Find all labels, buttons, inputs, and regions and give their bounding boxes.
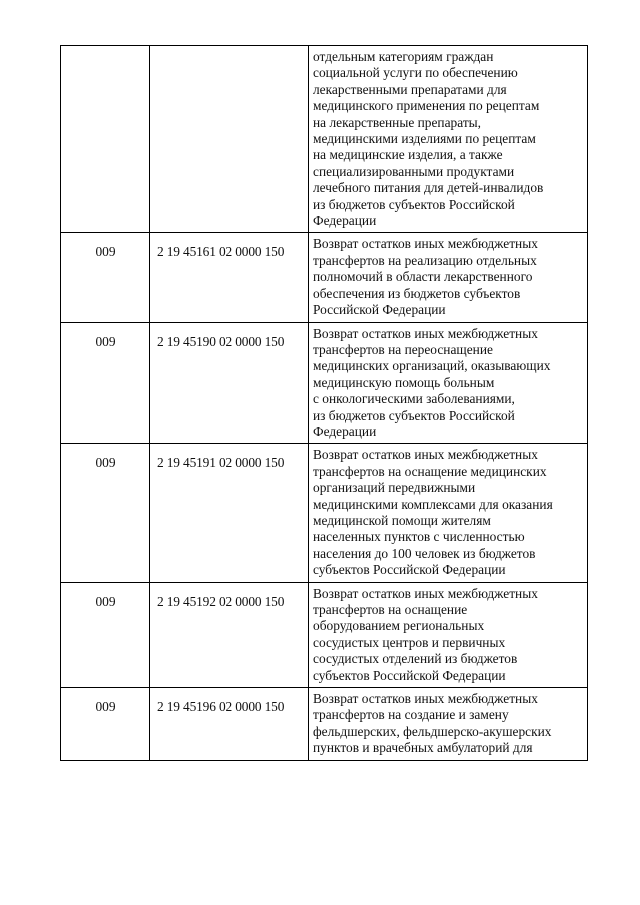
- budget-classification-code-cell: 2 19 45196 02 0000 150: [150, 688, 309, 761]
- description-line: социальной услуги по обеспечению: [313, 65, 518, 81]
- budget-classification-code-cell: 2 19 45161 02 0000 150: [150, 233, 309, 322]
- description-line: трансфертов на реализацию отдельных: [313, 252, 537, 268]
- table-row: [61, 46, 588, 233]
- budget-classification-code-cell: 2 19 45191 02 0000 150: [150, 444, 309, 582]
- description-line: Возврат остатков иных межбюджетных: [313, 236, 538, 252]
- description-line: на лекарственные препараты,: [313, 114, 482, 130]
- budget-classification-code-cell: 2 19 45192 02 0000 150: [150, 582, 309, 687]
- description-line: организаций передвижными: [313, 480, 476, 496]
- admin-code-cell: 009: [61, 688, 150, 761]
- description-line: Российской Федерации: [313, 302, 446, 318]
- description-line: лечебного питания для детей-инвалидов: [313, 180, 544, 196]
- table-body: [61, 46, 588, 761]
- description-line: отдельным категориям граждан: [313, 49, 494, 64]
- revenue-description-cell: [309, 444, 588, 582]
- description-line: медицинской помощи жителям: [313, 512, 491, 528]
- budget-classification-code-cell: [150, 46, 309, 233]
- revenue-description-cell: [309, 582, 588, 687]
- description-line: населенных пунктов с численностью: [313, 529, 525, 545]
- table-row: [61, 582, 588, 687]
- revenue-description-cell: [309, 233, 588, 322]
- description-line: с онкологическими заболеваниями,: [313, 391, 515, 407]
- table-row: [61, 688, 588, 761]
- table-row: [61, 233, 588, 322]
- description-line: трансфертов на переоснащение: [313, 341, 493, 357]
- description-line: из бюджетов субъектов Российской: [313, 407, 515, 423]
- description-line: обеспечения из бюджетов субъектов: [313, 285, 521, 301]
- description-line: Возврат остатков иных межбюджетных: [313, 325, 538, 341]
- table-row: [61, 444, 588, 582]
- description-line: трансфертов на оснащение: [313, 602, 468, 617]
- description-line: полномочий в области лекарственного: [313, 269, 533, 285]
- description-line: фельдшерских, фельдшерско-акушерских: [313, 723, 552, 739]
- admin-code-cell: 009: [61, 582, 150, 687]
- description-line: сосудистых центров и первичных: [313, 634, 506, 650]
- description-line: медицинскими комплексами для оказания: [313, 496, 553, 512]
- table-row: [61, 322, 588, 444]
- description-line: из бюджетов субъектов Российской: [313, 196, 515, 212]
- admin-code-cell: 009: [61, 233, 150, 322]
- budget-code-table: [60, 45, 588, 761]
- description-line: сосудистых отделений из бюджетов: [313, 651, 518, 667]
- description-line: пунктов и врачебных амбулаторий для: [313, 740, 533, 756]
- description-line: Федерации: [313, 423, 377, 439]
- description-line: на медицинские изделия, а также: [313, 147, 503, 163]
- description-line: медицинскую помощь больным: [313, 374, 495, 390]
- description-line: субъектов Российской Федерации: [313, 667, 506, 683]
- description-line: медицинского применения по рецептам: [313, 98, 540, 114]
- description-line: медицинских организаций, оказывающих: [313, 358, 551, 374]
- revenue-description-cell: [309, 322, 588, 444]
- description-line: оборудованием региональных: [313, 618, 485, 634]
- description-line: трансфертов на создание и замену: [313, 707, 509, 723]
- description-line: трансфертов на оснащение медицинских: [313, 463, 547, 479]
- description-line: субъектов Российской Федерации: [313, 562, 506, 578]
- description-line: Возврат остатков иных межбюджетных: [313, 447, 538, 463]
- description-line: Возврат остатков иных межбюджетных: [313, 585, 538, 601]
- budget-classification-code-cell: 2 19 45190 02 0000 150: [150, 322, 309, 444]
- admin-code-cell: 009: [61, 322, 150, 444]
- admin-code-cell: [61, 46, 150, 233]
- description-line: медицинскими изделиями по рецептам: [313, 131, 536, 147]
- description-line: населения до 100 человек из бюджетов: [313, 545, 536, 561]
- revenue-description-cell: [309, 46, 588, 233]
- description-line: специализированными продуктами: [313, 163, 515, 179]
- description-line: Федерации: [313, 213, 377, 229]
- revenue-description-cell: [309, 688, 588, 761]
- description-line: Возврат остатков иных межбюджетных: [313, 691, 538, 707]
- admin-code-cell: 009: [61, 444, 150, 582]
- description-line: лекарственными препаратами для: [313, 81, 507, 97]
